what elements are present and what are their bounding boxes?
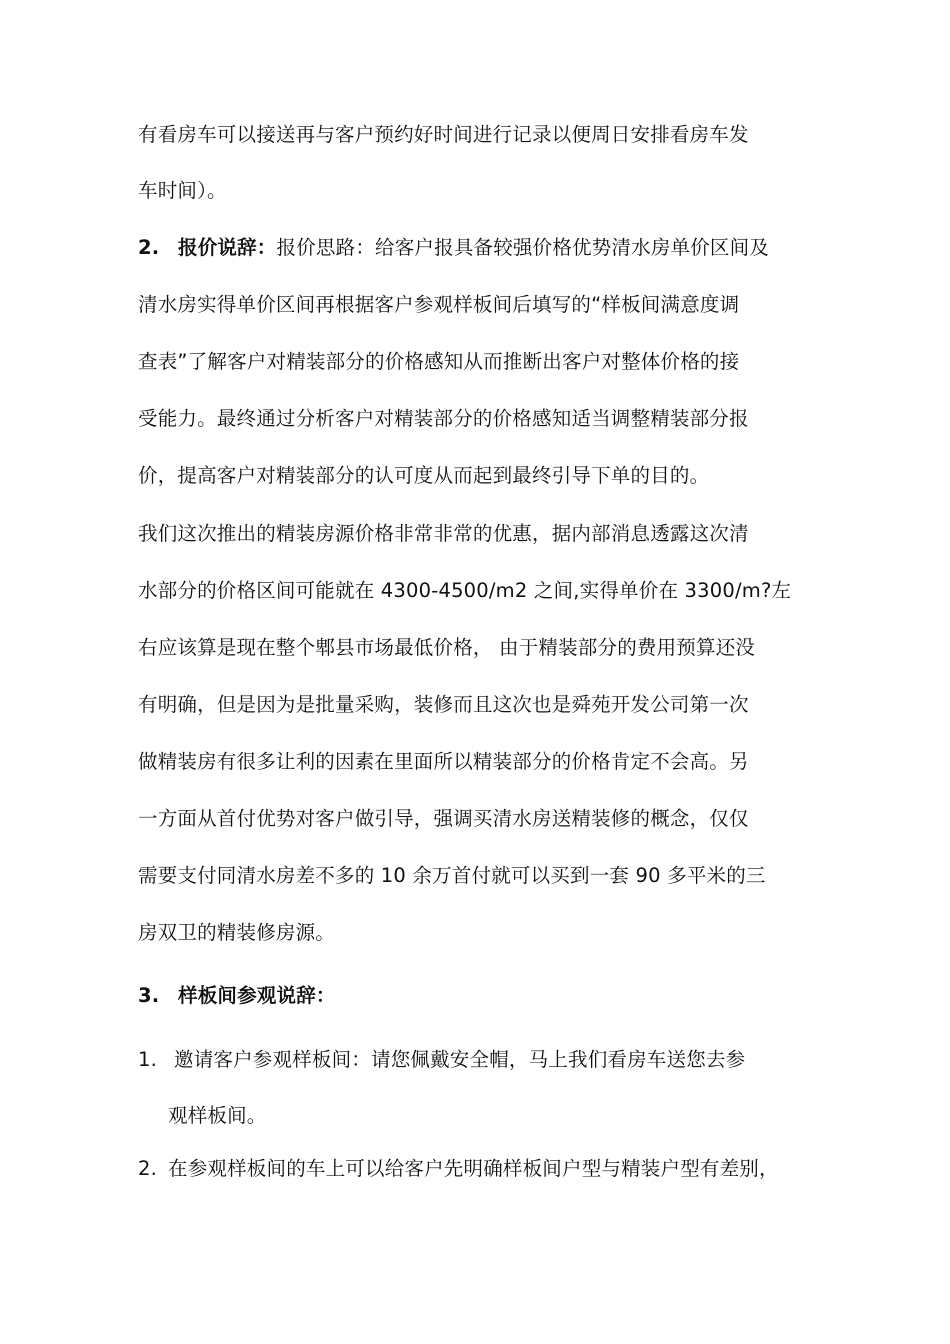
list-item2-text: 在参观样板间的车上可以给客户先明确样板间户型与精装户型有差别， — [168, 1157, 779, 1180]
para3-line8: 房双卫的精装修房源。 — [138, 921, 336, 944]
para3-line7: 需要支付同清水房差不多的 10 余万首付就可以买到一套 90 多平米的三 — [138, 864, 766, 887]
section2-line3: 查表”了解客户对精装部分的价格感知从而推断出客户对整体价格的接 — [138, 350, 740, 373]
section2-line1-text: 报价思路：给客户报具备较强价格优势清水房单价区间及 — [276, 236, 770, 259]
section3-heading: 样板间参观说辞： — [178, 984, 336, 1007]
section2-line1 — [138, 234, 769, 262]
para3-line5: 做精装房有很多让利的因素在里面所以精装部分的价格肯定不会高。另 — [138, 750, 749, 773]
para3-line1: 我们这次推出的精装房源价格非常非常的优惠，据内部消息透露这次清 — [138, 522, 749, 545]
para1-line2: 车时间）。 — [138, 179, 227, 202]
section2-line5: 价，提高客户对精装部分的认可度从而起到最终引导下单的目的。 — [138, 464, 710, 487]
para3-line4: 有明确，但是因为是批量采购，装修而且这次也是舜苑开发公司第一次 — [138, 693, 749, 716]
list-item1-line1 — [138, 1046, 745, 1074]
section2-line4: 受能力。最终通过分析客户对精装部分的价格感知适当调整精装部分报 — [138, 407, 749, 430]
para3-line3: 右应该算是现在整个郫县市场最低价格， 由于精装部分的费用预算还没 — [138, 636, 756, 659]
section2-line2: 清水房实得单价区间再根据客户参观样板间后填写的“样板间满意度调 — [138, 293, 740, 316]
section3-line — [138, 982, 336, 1010]
para1-line1: 有看房车可以接送再与客户预约好时间进行记录以便周日安排看房车发 — [138, 123, 749, 146]
list-item2-line1 — [138, 1155, 779, 1183]
section2-heading: 报价说辞： — [178, 236, 277, 259]
para3-line2: 水部分的价格区间可能就在 4300-4500/m2 之间,实得单价在 3300/m?左 — [138, 579, 792, 602]
list-item1-text: 邀请客户参观样板间：请您佩戴安全帽，马上我们看房车送您去参 — [174, 1048, 746, 1071]
section2-number: 2. — [138, 236, 160, 259]
list-item2-number: 2. — [138, 1157, 158, 1180]
list-item1-number: 1. — [138, 1048, 158, 1071]
section3-number: 3. — [138, 984, 160, 1007]
para3-line6: 一方面从首付优势对客户做引导，强调买清水房送精装修的概念，仅仅 — [138, 807, 749, 830]
list-item1-line2: 观样板间。 — [168, 1104, 267, 1127]
